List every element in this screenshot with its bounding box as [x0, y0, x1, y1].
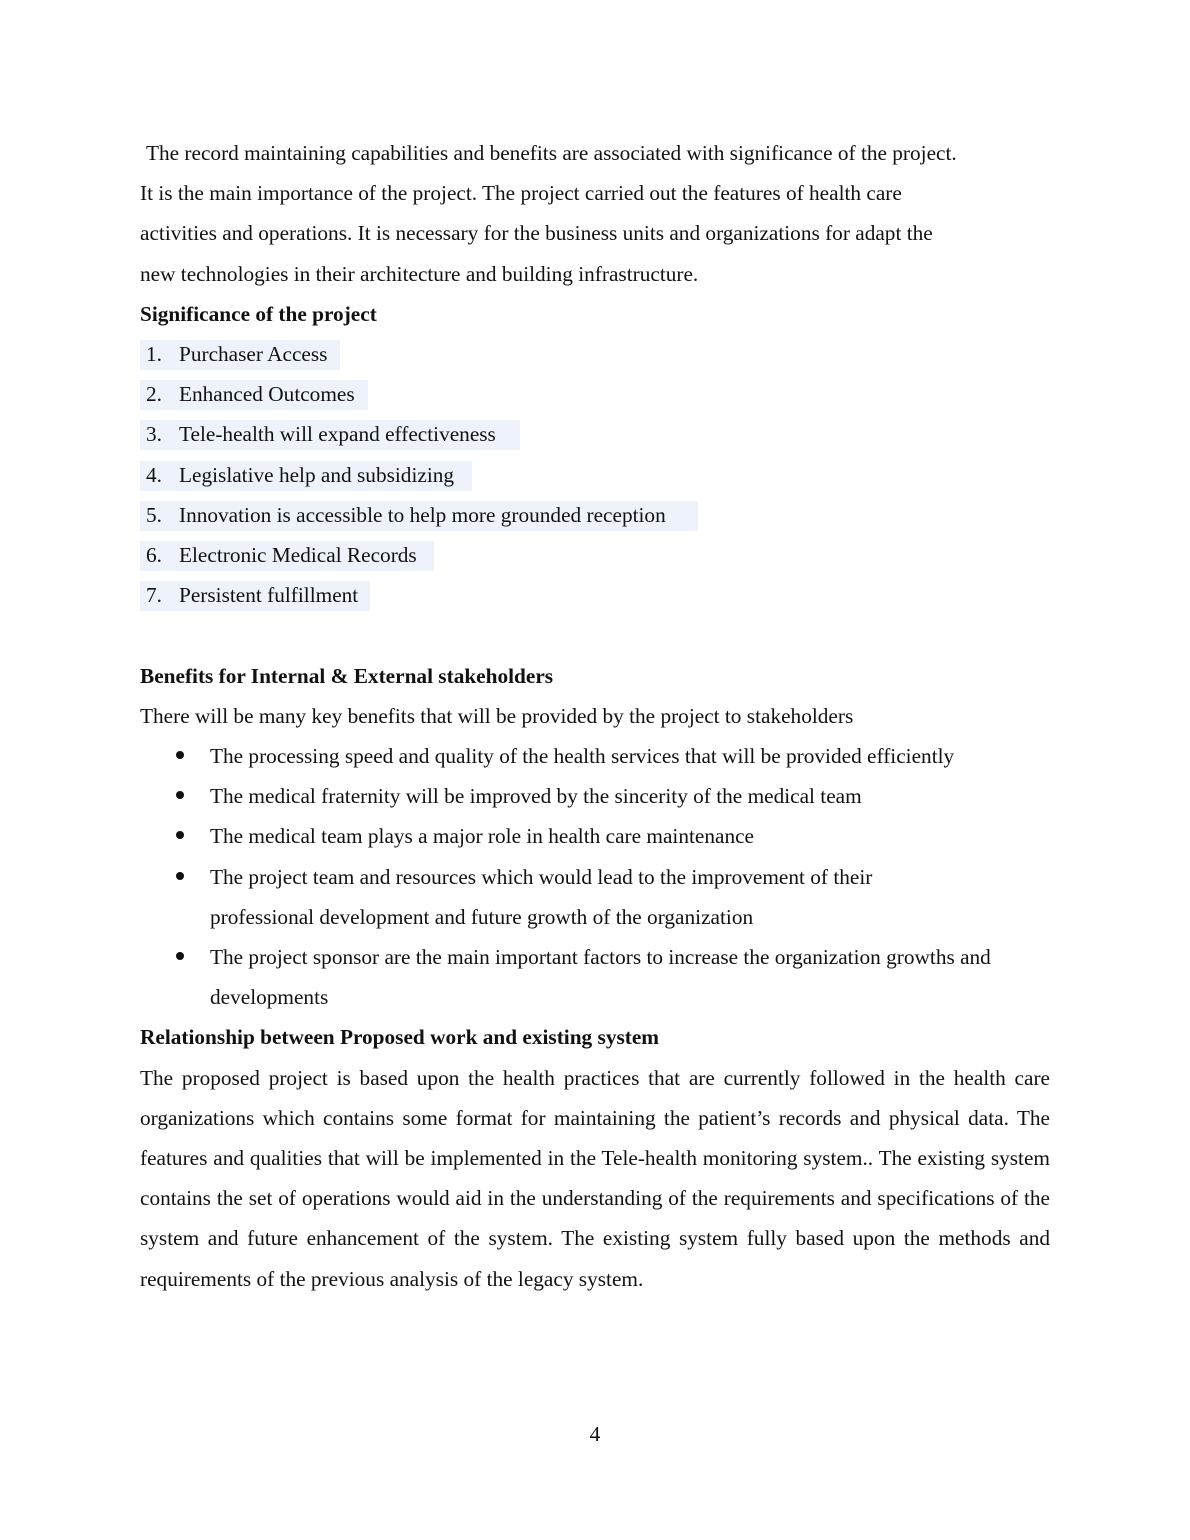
- significance-heading: Significance of the project: [140, 301, 377, 326]
- bullet-text: The medical team plays a major role in health care maintenance: [210, 824, 754, 849]
- bullet-icon: [176, 872, 184, 880]
- list-item: [140, 776, 1050, 816]
- intro-paragraph: [140, 133, 1050, 294]
- list-text: Innovation is accessible to help more grounded reception: [179, 502, 666, 527]
- page-number: 4: [589, 1422, 601, 1446]
- list-item: [140, 374, 1050, 414]
- document-page: [140, 133, 1050, 1299]
- bullet-icon: [176, 952, 184, 960]
- relationship-paragraph: The proposed project is based upon the health practices that are currently followed in the health care organizations which contains some format for maintaining the patient’s records and physical data. The features and qualities that will be implemented in the Tele-health monitoring system.. The existing system contains the set of operations would aid in the understanding of the requirements and specifications of the system and future enhancement of the system. The existing system fully based upon the methods and requirements of the previous analysis of the legacy system.: [140, 1065, 1050, 1291]
- list-number: 3.: [146, 422, 162, 447]
- list-item: [140, 414, 1050, 454]
- intro-line: new technologies in their architecture and building infrastructure.: [140, 261, 699, 286]
- list-item: [140, 575, 1050, 615]
- list-text: Legislative help and subsidizing: [179, 462, 455, 487]
- benefits-list: [140, 736, 1050, 1017]
- list-item: [140, 455, 1050, 495]
- intro-line: The record maintaining capabilities and benefits are associated with significance of the project.: [146, 141, 957, 165]
- list-text: Tele-health will expand effectiveness: [179, 422, 496, 447]
- bullet-text: The project team and resources which would lead to the improvement of their professional development and future growth of the organization: [210, 864, 873, 929]
- list-number: 5.: [146, 502, 162, 527]
- list-item: [140, 816, 1050, 856]
- list-number: 1.: [146, 342, 162, 367]
- list-item: [140, 857, 1050, 937]
- list-number: 4.: [146, 462, 162, 487]
- bullet-text: The project sponsor are the main important factors to increase the organization growths and developments: [210, 944, 991, 1010]
- relationship-heading: Relationship between Proposed work and existing system: [140, 1025, 660, 1050]
- list-item: [140, 937, 1050, 1017]
- list-text: Enhanced Outcomes: [179, 382, 355, 407]
- bullet-icon: [176, 831, 184, 839]
- list-number: 6.: [146, 542, 162, 567]
- blank-line: [140, 615, 1050, 655]
- significance-list: [140, 334, 1050, 615]
- bullet-text: The processing speed and quality of the health services that will be provided efficiently: [210, 743, 955, 768]
- intro-line: It is the main importance of the project. The project carried out the features of health care: [140, 181, 902, 206]
- list-number: 2.: [146, 382, 162, 407]
- list-item: [140, 736, 1050, 776]
- benefits-intro: There will be many key benefits that will be provided by the project to stakeholders: [140, 703, 854, 728]
- list-item: [140, 334, 1050, 374]
- list-item: [140, 495, 1050, 535]
- bullet-icon: [176, 791, 184, 799]
- intro-line: activities and operations. It is necessary for the business units and organizations for adapt the: [140, 221, 933, 246]
- list-text: Electronic Medical Records: [179, 542, 417, 567]
- bullet-text: The medical fraternity will be improved by the sincerity of the medical team: [210, 784, 862, 809]
- list-item: [140, 535, 1050, 575]
- list-text: Purchaser Access: [179, 342, 328, 367]
- bullet-icon: [176, 751, 184, 759]
- list-text: Persistent fulfillment: [179, 583, 359, 608]
- benefits-heading: Benefits for Internal & External stakeholders: [140, 663, 554, 688]
- list-number: 7.: [146, 583, 162, 608]
